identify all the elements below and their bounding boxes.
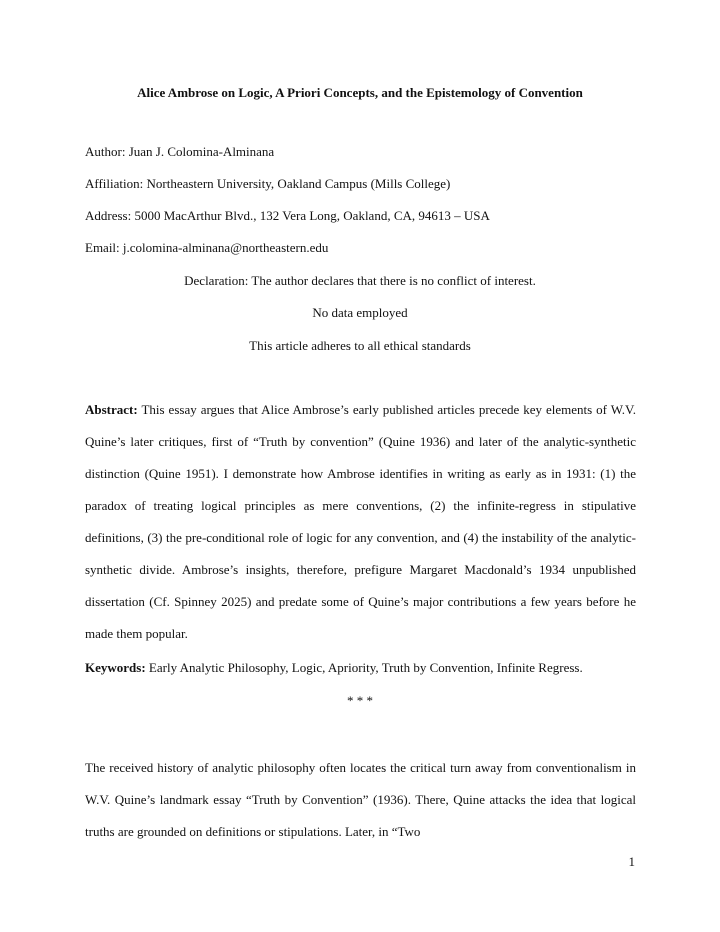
body-paragraph: The received history of analytic philosophy often locates the critical turn away from conventionalism in W.V. Quine’s landmark essay “Truth by Convention” (1936). There, Quine attacks the idea that logical truths are grounded on definitions or stipulations. Later, in “Two bbox=[85, 760, 636, 839]
author-line: Author: Juan J. Colomina-Alminana bbox=[85, 144, 275, 159]
keywords-text: Early Analytic Philosophy, Logic, Apriority, Truth by Convention, Infinite Regress. bbox=[148, 660, 583, 675]
email-line: Email: j.colomina-alminana@northeastern.edu bbox=[85, 240, 329, 255]
address-line: Address: 5000 MacArthur Blvd., 132 Vera Long, Oakland, CA, 94613 – USA bbox=[85, 208, 490, 223]
paper-title: Alice Ambrose on Logic, A Priori Concepts, and the Epistemology of Convention bbox=[137, 85, 583, 100]
page-number: 1 bbox=[628, 854, 635, 869]
keywords-line bbox=[85, 657, 645, 679]
affiliation-line: Affiliation: Northeastern University, Oakland Campus (Mills College) bbox=[85, 176, 451, 191]
ethics-statement: This article adheres to all ethical standards bbox=[249, 338, 471, 353]
data-statement: No data employed bbox=[312, 305, 408, 320]
abstract-label: Abstract: bbox=[85, 402, 138, 417]
abstract-paragraph bbox=[85, 394, 636, 650]
section-separator: * * * bbox=[347, 693, 373, 708]
conflict-declaration: Declaration: The author declares that there is no conflict of interest. bbox=[184, 273, 536, 288]
abstract-text: This essay argues that Alice Ambrose’s early published articles precede key elements of W.V. Quine’s later critiques, first of “Truth by convention” (Quine 1936) and later of the analytic-synthetic distinction (Quine 1951). I demonstrate how Ambrose identifies in writing as early as in 1931: (1) the paradox of treating logical principles as mere conventions, (2) the infinite-regress in stipulative definitions, (3) the pre-conditional role of logic for any convention, and (4) the instability of the analytic-synthetic divide. Ambrose’s insights, therefore, prefigure Margaret Macdonald’s 1934 unpublished dissertation (Cf. Spinney 2025) and predate some of Quine’s major contributions a few years before he made them popular. bbox=[85, 402, 637, 641]
keywords-label: Keywords: bbox=[85, 660, 146, 675]
